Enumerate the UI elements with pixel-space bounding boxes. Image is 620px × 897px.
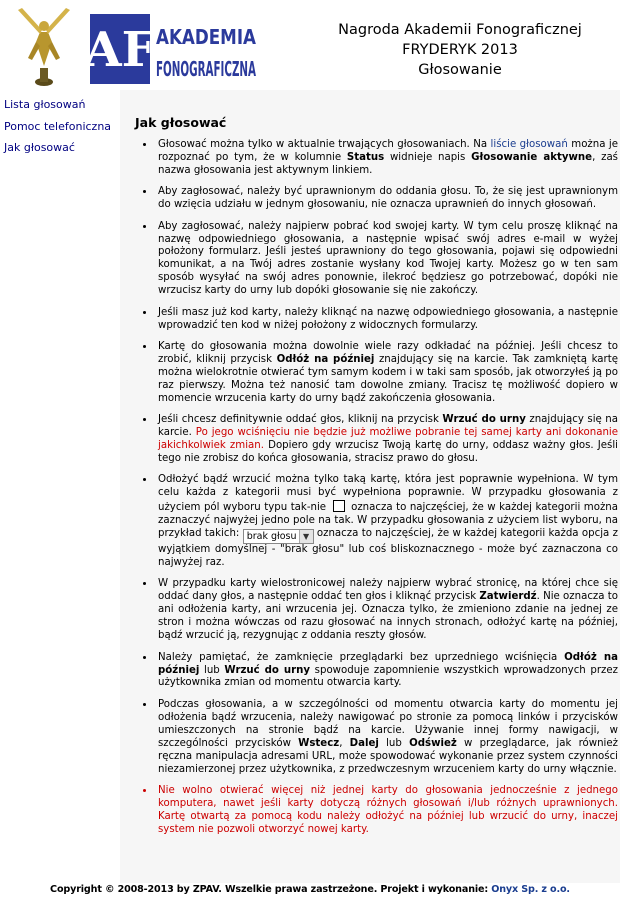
example-select[interactable]: brak głosu ▼ xyxy=(243,529,314,544)
footer xyxy=(0,883,620,897)
instructions-list xyxy=(142,138,618,844)
main-content xyxy=(120,90,620,883)
header-title-line2: FRYDERYK 2013 xyxy=(402,42,518,58)
list-item: • Należy pamiętać, że zamknięcie przeglądarki bez uprzedniego wciśnięcia Odłóż na później lub Wrzuć do urny spowoduje zapomnienie wszystkich wprowadzonych przez użytkownika zmian od momentu otwarcia karty. xyxy=(156,651,618,691)
fryderyk-statuette-logo xyxy=(14,2,74,88)
header-title-line3: Głosowanie xyxy=(418,62,502,78)
sidebar-item-lista-glosowan[interactable]: Lista głosowań xyxy=(4,98,86,111)
svg-text:AF: AF xyxy=(84,22,156,78)
list-item: • Aby zagłosować, należy być uprawnionym do oddania głosu. To, że się jest uprawnionym do wzięcia udziału w jednym głosowaniu, nie oznacza uprawnień do innych głosowań. xyxy=(156,185,618,212)
footer-onyx-link[interactable]: Onyx Sp. z o.o. xyxy=(491,884,570,895)
list-item: • Podczas głosowania, a w szczególności od momentu otwarcia karty do momentu jej odłożenia bądź wrzucenia, należy nawigować po stronie za pomocą linków i przycisków umieszczonych na stronie bądź na karcie. Używanie innej formy nawigacji, w szczególności przycisków Wstecz, Dalej lub Odśwież w przeglądarce, jak również ręczna manipulacja adresami URL, może spowodować wykonanie przez system czynności niezamierzonej przez użytkownika, z przedwczesnym wrzuceniem karty do urny włącznie. xyxy=(156,698,618,777)
page-header xyxy=(0,0,620,90)
sidebar xyxy=(0,90,120,883)
list-item: • W przypadku karty wielostronicowej należy najpierw wybrać stronicę, na której chce się oddać dany głos, a następnie oddać ten głos i kliknąć przycisk Zatwierdź. Nie oznacza to ani odłożenia karty, ani wrzucenia jej. Oznacza tylko, że zmieniono zdanie na jednej ze stron i można wówczas od razu głosować na innych stronach, odłożyć kartę na później, bądź wrzucić ją, rezygnując z oddania reszty głosów. xyxy=(156,577,618,643)
svg-text:FONOGRAFICZNA: FONOGRAFICZNA xyxy=(156,57,257,81)
header-title-line1: Nagroda Akademii Fonograficznej xyxy=(338,22,582,38)
akademia-fonograficzna-logo xyxy=(84,14,258,84)
list-item: • Kartę do głosowania można dowolnie wiele razy odkładać na później. Jeśli chcesz to zrobić, kliknij przycisk Odłóż na później znajdujący się na karcie. Tak zamkniętą kartę można wielokrotnie otwierać tym samym kodem i w taki sam sposób, jak otworzyłeś ją po raz pierwszy. Można też nanosić tam dowolne zmiany. Tracisz tę możliwość dopiero w momencie wrzucenia karty do urny bądź zakończenia głosowania. xyxy=(156,340,618,406)
svg-text:AKADEMIA: AKADEMIA xyxy=(156,25,257,49)
list-item: • Nie wolno otwierać więcej niż jednej karty do głosowania jednocześnie z jednego komputera, nawet jeśli karty dotyczą różnych głosowań i/lub różnych uprawnionych. Kartę otwartą za pomocą kodu należy odłożyć na później lub wrzucić do urny, inaczej system nie pozwoli otworzyć nowej karty. xyxy=(156,784,618,837)
header-title xyxy=(300,20,620,80)
list-item: • Jeśli chcesz definitywnie oddać głos, kliknij na przycisk Wrzuć do urny znajdujący się na karcie. Po jego wciśnięciu nie będzie już możliwe pobranie tej samej karty ani dokonanie jakichkolwiek zmian. Dopiero gdy wrzucisz Twoją kartę do urny, oddasz ważny głos. Jeśli tego nie zrobisz do końca głosowania, stracisz prawo do głosu. xyxy=(156,413,618,466)
page-title: Jak głosować xyxy=(135,115,227,130)
list-item: • Głosować można tylko w aktualnie trwających głosowaniach. Na liście głosowań można je rozpoznać po tym, że w kolumnie Status widnieje napis Głosowanie aktywne, zaś nazwa głosowania jest aktywnym linkiem. xyxy=(156,138,618,178)
chevron-down-icon: ▼ xyxy=(299,530,313,543)
voting-list-link[interactable]: liście głosowań xyxy=(490,139,568,150)
footer-copyright: Copyright © 2008-2013 by ZPAV. Wszelkie prawa zastrzeżone. Projekt i wykonanie: xyxy=(50,884,492,895)
list-item: • Odłożyć bądź wrzucić można tylko taką kartę, która jest poprawnie wypełniona. W tym celu każda z kategorii musi być wypełniona poprawnie. W przypadku głosowania z użyciem pól wyboru typu tak-nie oznacza to najczęściej, że w każdej kategorii można zaznaczyć najwyżej jedno pole na tak. W przypadku głosowania z użyciem list wyboru, na przykład takich: brak głosu ▼ oznacza to najczęściej, że w każdej kategorii każda opcja z wyjątkiem domyślnej - "brak głosu" lub coś bliskoznacznego - może być zaznaczona co najwyżej raz. xyxy=(156,473,618,570)
list-item: • Jeśli masz już kod karty, należy kliknąć na nazwę odpowiedniego głosowania, a następnie wprowadzić ten kod w niżej położony z widocznych formularzy. xyxy=(156,306,618,333)
sidebar-item-pomoc-telefoniczna[interactable]: Pomoc telefoniczna xyxy=(4,119,112,133)
example-checkbox[interactable] xyxy=(333,500,345,512)
list-item: • Aby zagłosować, należy najpierw pobrać kod swojej karty. W tym celu proszę kliknąć na nazwę odpowiedniego głosowania, a następnie wpisać swój adres e-mail w wyżej położony formularz. Jeśli jesteś uprawniony do tego głosowania, pojawi się odpowiedni komunikat, a na Twój adres zostanie wysłany kod Twojej karty. Możesz go w ten sam sposób wysyłać na swój adres ponownie, ilekroć będziesz go potrzebować, dopóki nie wrzucisz karty do urny lub dopóki głosowanie się nie zakończy. xyxy=(156,220,618,299)
sidebar-item-jak-glosowac[interactable]: Jak głosować xyxy=(4,141,75,154)
